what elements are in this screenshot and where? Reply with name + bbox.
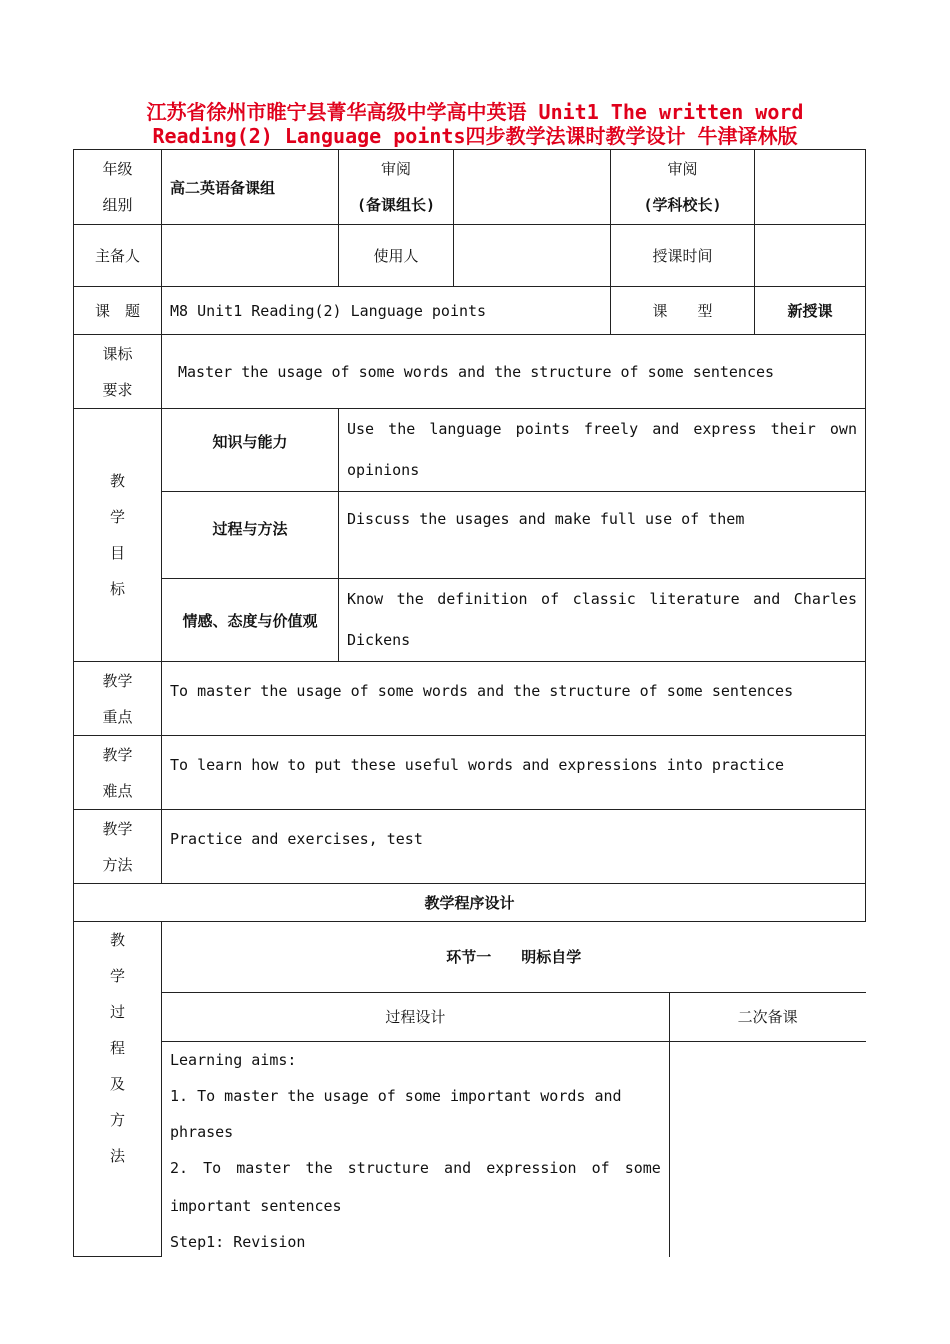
process-body [162, 922, 866, 1257]
standard-label-b: 要求 [102, 380, 133, 399]
review-label-2: 审阅 [667, 160, 698, 178]
goal-desc-cell [339, 492, 866, 579]
topic-value: M8 Unit1 Reading(2) Language points [162, 287, 611, 335]
goal-row-1 [74, 409, 866, 492]
standard-label-cell [74, 335, 162, 409]
row-preparer [74, 225, 866, 287]
process-label-char: 方 [109, 1111, 125, 1129]
review-principal-cell [611, 150, 755, 225]
process-label-cell [74, 922, 162, 1257]
review-principal-value [755, 150, 866, 225]
aim-item: 2. To master the structure and expression of some [170, 1158, 661, 1177]
goal-desc-line: opinions [347, 461, 420, 479]
methods-label-a: 教学 [102, 819, 133, 838]
goal-name: 情感、态度与价值观 [162, 579, 339, 662]
process-label-char: 学 [109, 967, 125, 985]
goal-desc-cell [339, 409, 866, 492]
goal-desc-line: Use the language points freely and express their own [347, 420, 857, 438]
aim-item-cont: important sentences [170, 1196, 342, 1215]
user-label: 使用人 [339, 225, 454, 287]
goal-desc-line: Discuss the usages and make full use of them [347, 510, 745, 528]
goals-label-char: 教 [109, 472, 125, 490]
grade-label-cell [74, 150, 162, 225]
methods-value: Practice and exercises, test [162, 810, 866, 884]
row-design-header [74, 884, 866, 922]
row-difficulties [74, 736, 866, 810]
row-standard [74, 335, 866, 409]
key-points-label-cell [74, 662, 162, 736]
standard-value: Master the usage of some words and the structure of some sentences [162, 335, 866, 409]
methods-label-cell [74, 810, 162, 884]
group-value: 高二英语备课组 [162, 150, 339, 225]
goal-desc-cell [339, 579, 866, 662]
process-content [162, 1041, 669, 1257]
process-label-char: 过 [109, 1003, 125, 1021]
key-points-label-b: 重点 [102, 707, 133, 726]
lesson-type-value: 新授课 [755, 287, 866, 335]
review-principal-label: (学科校长) [643, 196, 722, 214]
goals-label-char: 目 [109, 544, 125, 562]
key-points-label-a: 教学 [102, 671, 133, 690]
class-time-value [755, 225, 866, 287]
group-label: 组别 [102, 196, 133, 214]
preparer-value [162, 225, 339, 287]
row-key-points [74, 662, 866, 736]
lesson-plan-table [73, 149, 866, 1257]
document-title-line-1: 江苏省徐州市睢宁县菁华高级中学高中英语 Unit1 The written word [146, 100, 804, 124]
difficulties-label-cell [74, 736, 162, 810]
review-leader-label: (备课组长) [356, 196, 436, 214]
process-label-char: 及 [109, 1075, 125, 1093]
row-grade [74, 150, 866, 225]
row-process [74, 922, 866, 1257]
process-label-char: 教 [109, 931, 125, 949]
difficulties-value: To learn how to put these useful words and expressions into practice [162, 736, 866, 810]
goal-desc-line: Dickens [347, 631, 411, 649]
column-process-design: 过程设计 [162, 992, 669, 1041]
process-label-char: 法 [109, 1147, 125, 1165]
difficulties-label-a: 教学 [102, 745, 133, 764]
column-second-prep: 二次备课 [669, 992, 865, 1041]
stage-title: 环节一 明标自学 [162, 922, 866, 992]
standard-label-a: 课标 [102, 344, 133, 363]
preparer-label: 主备人 [74, 225, 162, 287]
aim-item: 1. To master the usage of some important words and phrases [170, 1086, 622, 1141]
topic-label: 课 题 [74, 287, 162, 335]
review-leader-cell [339, 150, 454, 225]
methods-label-b: 方法 [102, 855, 133, 874]
grade-label: 年级 [102, 160, 133, 178]
review-leader-value [454, 150, 611, 225]
difficulties-label-b: 难点 [102, 781, 133, 800]
second-prep-content [669, 1041, 865, 1257]
goal-desc-line: Know the definition of classic literature and Charles [347, 590, 857, 608]
goal-name: 知识与能力 [162, 409, 339, 492]
row-topic [74, 287, 866, 335]
key-points-value: To master the usage of some words and the structure of some sentences [162, 662, 866, 736]
review-label: 审阅 [380, 160, 411, 178]
document-title-line-2: Reading(2) Language points四步教学法课时教学设计 牛津译林版 [152, 124, 798, 148]
user-value [454, 225, 611, 287]
lesson-type-label: 课 型 [611, 287, 755, 335]
step-title: Step1: Revision [170, 1232, 306, 1251]
design-header: 教学程序设计 [74, 884, 866, 922]
goal-row-2 [74, 492, 866, 579]
class-time-label: 授课时间 [611, 225, 755, 287]
goal-row-3 [74, 579, 866, 662]
process-label-char: 程 [109, 1039, 125, 1057]
goals-label-char: 标 [109, 580, 125, 598]
goal-name: 过程与方法 [162, 492, 339, 579]
aims-title: Learning aims: [170, 1050, 297, 1069]
process-inner-table [162, 922, 866, 1257]
goals-label-char: 学 [109, 508, 125, 526]
goals-label-cell [74, 409, 162, 662]
row-methods [74, 810, 866, 884]
